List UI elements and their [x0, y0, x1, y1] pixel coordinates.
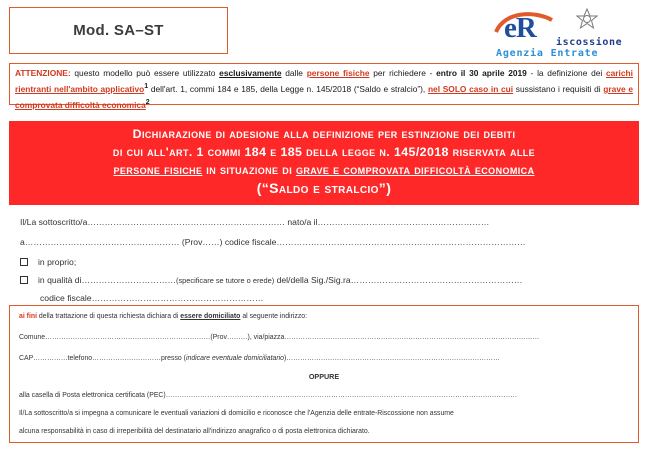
- banner-line-1: Dichiarazione di adesione alla definizione per estinzione dei debiti: [132, 127, 516, 141]
- banner-emph-persons: persone fisiche: [113, 163, 203, 177]
- comune-address-field[interactable]: Comune………………………………………………………………(Prov………), via/piazza…………………………………………………………………………………………………: [19, 334, 540, 341]
- cap-phone-text: CAP……………telefono…………………………presso (: [19, 355, 186, 362]
- warning-label: ATTENZIONE:: [15, 68, 71, 78]
- represented-taxcode-field[interactable]: codice fiscale……………………………………………………: [40, 293, 264, 303]
- name-birth-field[interactable]: Il/La sottoscritto/a…………………………………………………………… nato/a il……………………………………………………: [20, 217, 490, 227]
- pec-field[interactable]: alla casella di Posta elettronica certificata (PEC)………………………………………………………………………………………………………………………………………: [19, 392, 518, 399]
- warning-emph-only: nel SOLO caso in cui: [427, 83, 514, 94]
- warning-emph-loads: carichi rientranti nell'ambito applicativo: [15, 68, 633, 94]
- domicile-intro-keyword: essere domiciliato: [180, 313, 241, 320]
- domicile-intro-emph: ai fini: [19, 313, 37, 320]
- domicile-intro: [19, 313, 307, 320]
- banner-line-2: di cui all'art. 1 commi 184 e 185 della legge n. 145/2018 riservata alle: [112, 145, 536, 159]
- footnote-ref: 1: [144, 83, 149, 90]
- domiciliary-field[interactable]: )…………………………………………………………………………………: [284, 355, 500, 362]
- warning-text: - la definizione dei: [526, 68, 606, 78]
- commitment-text-2: alcuna responsabilità in caso di irreperibilità del destinatario all'indirizzo anagrafico o di posta elettronica dichiarato.: [19, 428, 370, 435]
- oppure-separator: OPPURE: [308, 372, 340, 381]
- footnote-ref: 2: [145, 98, 150, 106]
- warning-text: sussistano i requisiti di: [513, 83, 604, 94]
- warning-text: per richiedere -: [369, 68, 437, 78]
- logo-brand: eR: [504, 12, 536, 44]
- domiciliary-hint: indicare eventuale domiciliatario: [185, 355, 285, 362]
- birthplace-taxcode-field[interactable]: a……………………………………………… (Prov……) codice fiscale……………………………………………………………………………: [20, 237, 526, 247]
- agency-logo: [494, 10, 642, 59]
- warning-text: dell'art. 1, commi 184 e 185, della Legge n. 145/2018 (“Saldo e stralcio”),: [148, 83, 428, 94]
- cap-phone-field[interactable]: [19, 355, 500, 362]
- logo-riscossione: iscossione: [556, 37, 623, 48]
- represented-person-field[interactable]: del/della Sig./Sig.ra……………………………………………………: [274, 275, 523, 285]
- banner-line-3: [9, 161, 639, 179]
- in-proprio-option[interactable]: [20, 257, 76, 267]
- logo-agenzia-entrate: Agenzia Entrate: [496, 48, 599, 59]
- in-qualita-checkbox[interactable]: [20, 276, 28, 284]
- banner-emph-hardship: grave e comprovata difficoltà economica: [295, 163, 535, 177]
- banner-line-4: (“Saldo e stralcio”): [256, 180, 392, 196]
- form-code-box: [9, 7, 228, 54]
- commitment-text-1: Il/La sottoscritto/a si impegna a comunicare le eventuali variazioni di domicilio e riconosce che l'Agenzia delle entrate-Riscossione non assume: [19, 410, 454, 417]
- warning-text: questo modello può essere utilizzato: [70, 68, 220, 78]
- warning-emph-exclusive: esclusivamente: [219, 68, 282, 78]
- warning-box: [9, 63, 639, 110]
- warning-emph-persons: persone fisiche: [306, 68, 370, 78]
- warning-deadline: entro il 30 aprile 2019: [436, 68, 527, 78]
- warning-text: dalle: [281, 68, 307, 78]
- domicile-intro-text: al seguente indirizzo:: [240, 313, 308, 320]
- title-banner: [9, 121, 639, 205]
- warning-emph-hardship: grave e comprovata difficoltà economica: [15, 83, 633, 110]
- banner-text: in situazione di: [202, 163, 296, 177]
- in-qualita-option[interactable]: [20, 275, 523, 285]
- italian-emblem-icon: [576, 8, 598, 30]
- in-qualita-label: in qualità di……………………………: [38, 275, 177, 285]
- in-qualita-hint: (specificare se tutore o erede): [176, 276, 275, 285]
- domicile-intro-text: della trattazione di questa richiesta dichiara di: [37, 313, 181, 320]
- in-proprio-checkbox[interactable]: [20, 258, 28, 266]
- form-code: Mod. SA–ST: [73, 22, 164, 39]
- in-proprio-label: in proprio;: [38, 257, 77, 267]
